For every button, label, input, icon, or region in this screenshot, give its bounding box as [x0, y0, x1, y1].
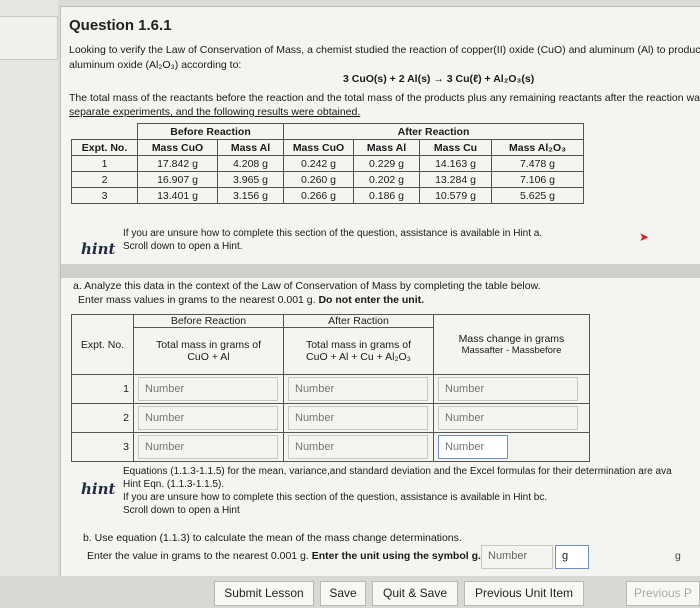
results-line-1: The total mass of the reactants before the reaction and the total mass of the products plus any remaining reactants after the reaction wa: [69, 92, 700, 104]
table-row: 2 Number Number Number: [72, 404, 590, 433]
section-divider: [61, 264, 700, 278]
left-nav-tab[interactable]: [0, 16, 58, 60]
total-after-header: Total mass in grams of CuO + Al + Cu + Al₂O₃: [284, 328, 434, 375]
col-header: Mass Al₂O₃: [492, 140, 584, 156]
hint-a-text: If you are unsure how to complete this section of the question, assistance is available in Hint a. Scroll down to open a Hint.: [123, 228, 543, 252]
before-reaction-header: Before Reaction: [134, 315, 284, 328]
reaction-equation: 3 CuO(s) + 2 Al(s) → 3 Cu(ℓ) + Al₂O₃(s): [343, 73, 535, 85]
results-paragraph: [69, 91, 700, 119]
previous-button[interactable]: Previous P: [626, 581, 700, 606]
table-row: 3 Number Number Number: [72, 433, 590, 462]
quit-save-button[interactable]: Quit & Save: [372, 581, 458, 606]
intro-line-1: Looking to verify the Law of Conservation of Mass, a chemist studied the reaction of copper(II) oxide (CuO) and aluminum (Al) to produc: [69, 44, 700, 56]
col-header: Expt. No.: [72, 315, 134, 375]
col-header: Expt. No.: [72, 140, 138, 156]
table-header-row: [72, 140, 584, 156]
part-b-unit-instructions: Enter the value in grams to the nearest 0.001 g. Enter the unit using the symbol g.: [87, 550, 481, 562]
part-a-instructions: a. Analyze this data in the context of the Law of Conservation of Mass by completing the table below. Enter mass values in grams to the nearest 0.001 g. Do not enter the unit.: [73, 280, 541, 306]
previous-unit-item-button[interactable]: Previous Unit Item: [464, 581, 584, 606]
hint-bc-section: [61, 465, 700, 525]
total-before-input[interactable]: [138, 377, 278, 401]
table-row: 1 17.842 g 4.208 g 0.242 g 0.229 g 14.163 g 7.478 g: [72, 156, 584, 172]
intro-line-2: aluminum oxide (Al₂O₃) according to:: [69, 59, 242, 71]
mass-change-input[interactable]: [438, 377, 578, 401]
left-strip: [0, 0, 58, 608]
question-intro: [69, 43, 700, 73]
table-header-group: [72, 124, 584, 140]
table-row: 2 16.907 g 3.965 g 0.260 g 0.202 g 13.284 g 7.106 g: [72, 172, 584, 188]
hint-badge[interactable]: hint: [81, 240, 116, 258]
total-after-input[interactable]: [288, 406, 428, 430]
unit-feedback: g: [675, 550, 681, 562]
col-header: Mass Al: [218, 140, 284, 156]
mass-change-header: Mass change in grams Massafter - Massbefore: [434, 315, 590, 375]
before-reaction-header: Before Reaction: [138, 124, 284, 140]
after-reaction-header: After Reaction: [284, 124, 584, 140]
question-title: Question 1.6.1: [69, 17, 172, 34]
question-panel: [60, 6, 700, 576]
results-line-2: separate experiments, and the following results were obtained.: [69, 106, 361, 118]
save-button[interactable]: Save: [320, 581, 366, 606]
mean-value-input[interactable]: Number: [481, 545, 553, 569]
total-before-header: Total mass in grams of CuO + Al: [134, 328, 284, 375]
hint-a-section: [61, 227, 700, 267]
experiment-data-table: [71, 123, 584, 204]
col-header: Mass CuO: [284, 140, 354, 156]
mass-calculation-table: [71, 314, 590, 462]
total-after-input[interactable]: [288, 377, 428, 401]
hint-badge[interactable]: hint: [81, 480, 116, 498]
mean-unit-input[interactable]: g: [555, 545, 589, 569]
total-before-input[interactable]: [138, 435, 278, 459]
arrow-cursor-icon: ➤: [639, 230, 650, 244]
col-header: Mass Cu: [420, 140, 492, 156]
footer-toolbar: [0, 576, 700, 608]
hint-bc-text: Equations (1.1.3-1.1.5) for the mean, variance,and standard deviation and the Excel formulas for their determination are ava Hint Eqn. (1.1.3-1.1.5). If you are unsure how to complete this section of the question, assistance is available in Hint bc. Scroll down to open a Hint: [123, 466, 672, 516]
table-row: 3 13.401 g 3.156 g 0.266 g 0.186 g 10.579 g 5.625 g: [72, 188, 584, 204]
submit-lesson-button[interactable]: Submit Lesson: [214, 581, 314, 606]
mass-change-input[interactable]: [438, 435, 508, 459]
after-reaction-header: After Raction: [284, 315, 434, 328]
table-row: 1 Number Number Number: [72, 375, 590, 404]
part-b-instructions: b. Use equation (1.1.3) to calculate the mean of the mass change determinations.: [83, 532, 462, 544]
total-after-input[interactable]: [288, 435, 428, 459]
mass-change-input[interactable]: [438, 406, 578, 430]
col-header: Mass Al: [354, 140, 420, 156]
total-before-input[interactable]: [138, 406, 278, 430]
col-header: Mass CuO: [138, 140, 218, 156]
